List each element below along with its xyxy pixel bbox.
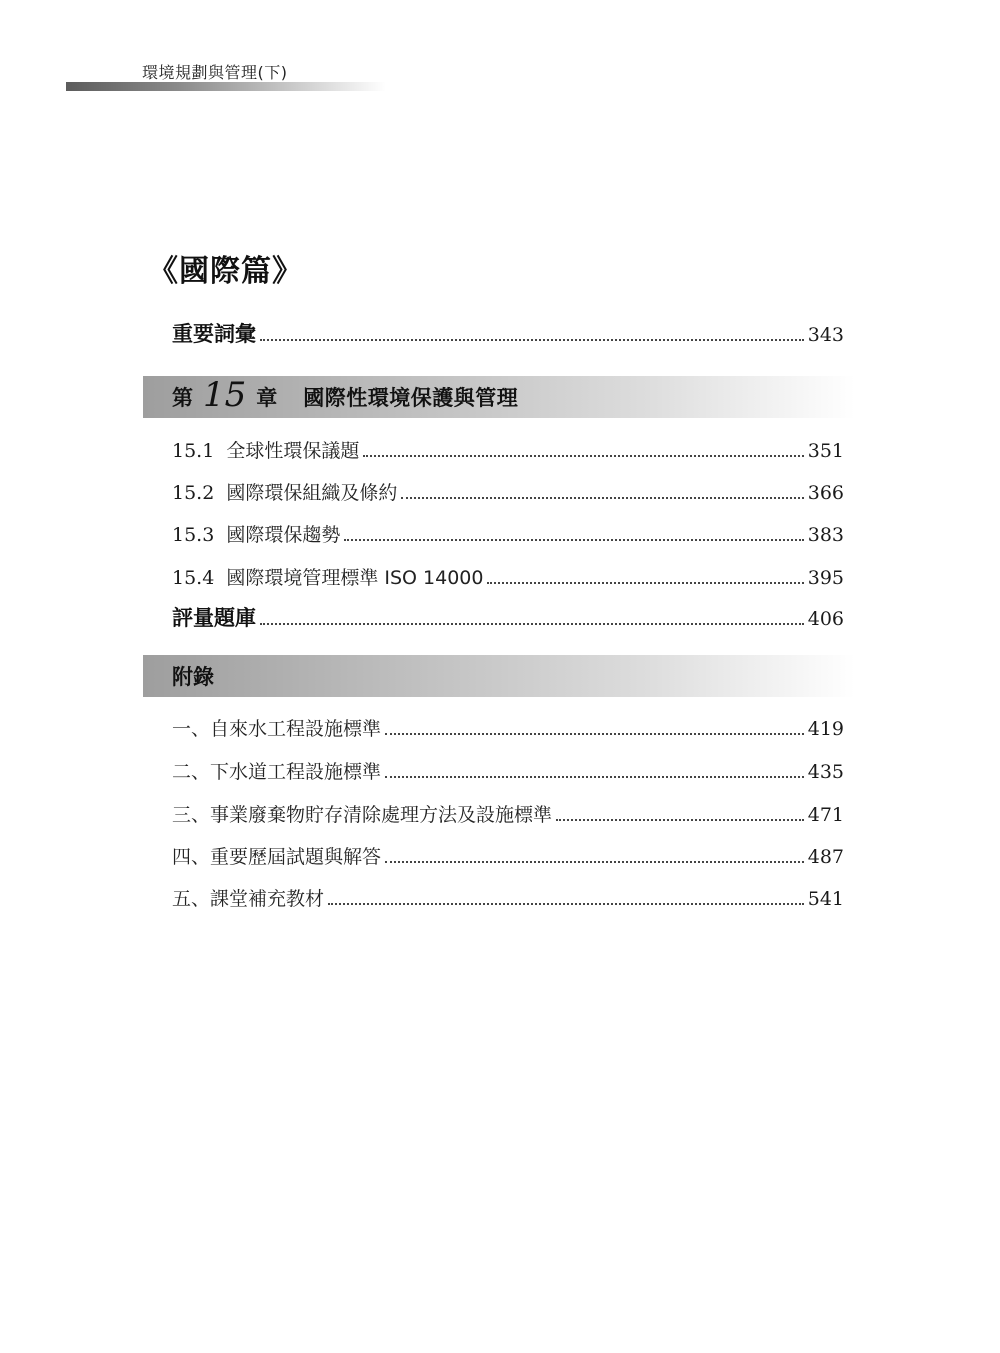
toc-entry[interactable]: [172, 515, 844, 545]
chapter-heading: [143, 376, 855, 418]
toc-entry-page: 351: [807, 440, 844, 462]
toc-entry-page: 383: [807, 524, 844, 546]
appendix-title: 附錄: [172, 665, 214, 689]
chapter-prefix: 第: [172, 386, 193, 410]
dot-leader: [487, 582, 803, 584]
toc-entry-number: 15.3: [172, 524, 215, 546]
toc-entry-number: 15.2: [172, 482, 215, 504]
dot-leader: [260, 623, 804, 625]
appendix-heading: [143, 655, 855, 697]
toc-entry-page: 419: [807, 718, 844, 740]
dot-leader: [363, 455, 803, 457]
toc-entry-page: 343: [807, 324, 844, 346]
toc-entry-title: 一、自來水工程設施標準: [172, 718, 382, 740]
toc-entry[interactable]: [172, 473, 844, 503]
toc-entry[interactable]: [172, 837, 844, 867]
toc-entry-page: 406: [807, 608, 844, 630]
toc-entry-number: 15.4: [172, 567, 215, 589]
dot-leader: [385, 861, 804, 863]
toc-entry[interactable]: [172, 879, 844, 909]
toc-entry-title: 國際環境管理標準 ISO 14000: [226, 567, 484, 589]
toc-entry-title: 全球性環保議題: [226, 440, 360, 462]
toc-entry-title: 四、重要歷屆試題與解答: [172, 846, 382, 868]
toc-entry-title: 評量題庫: [172, 606, 256, 630]
toc-entry-vocab[interactable]: [172, 315, 844, 345]
dot-leader: [260, 339, 804, 341]
toc-entry[interactable]: [172, 558, 844, 588]
dot-leader: [328, 903, 804, 905]
dot-leader: [385, 776, 804, 778]
toc-entry-assessment[interactable]: [172, 599, 844, 629]
running-header: 環境規劃與管理(下): [142, 63, 288, 82]
toc-entry-page: 435: [807, 761, 844, 783]
toc-entry-title: 重要詞彙: [172, 322, 256, 346]
toc-entry[interactable]: [172, 795, 844, 825]
dot-leader: [385, 733, 804, 735]
dot-leader: [401, 497, 803, 499]
toc-entry-title: 三、事業廢棄物貯存清除處理方法及設施標準: [172, 804, 553, 826]
toc-entry-title: 五、課堂補充教材: [172, 888, 325, 910]
toc-entry[interactable]: [172, 431, 844, 461]
toc-entry[interactable]: [172, 752, 844, 782]
toc-entry-page: 366: [807, 482, 844, 504]
toc-entry-title: 二、下水道工程設施標準: [172, 761, 382, 783]
toc-entry-title: 國際環保趨勢: [226, 524, 341, 546]
toc-entry-page: 395: [807, 567, 844, 589]
toc-entry-page: 541: [807, 888, 844, 910]
toc-entry[interactable]: [172, 709, 844, 739]
toc-entry-page: 487: [807, 846, 844, 868]
dot-leader: [556, 819, 804, 821]
header-rule: [66, 82, 386, 91]
toc-entry-title: 國際環保組織及條約: [226, 482, 398, 504]
dot-leader: [344, 539, 803, 541]
toc-entry-page: 471: [807, 804, 844, 826]
chapter-title: 國際性環境保護與管理: [303, 386, 519, 410]
toc-entry-number: 15.1: [172, 440, 215, 462]
section-title: 《國際篇》: [148, 254, 303, 289]
chapter-number: 15: [203, 375, 247, 415]
chapter-suffix: 章: [256, 386, 278, 410]
